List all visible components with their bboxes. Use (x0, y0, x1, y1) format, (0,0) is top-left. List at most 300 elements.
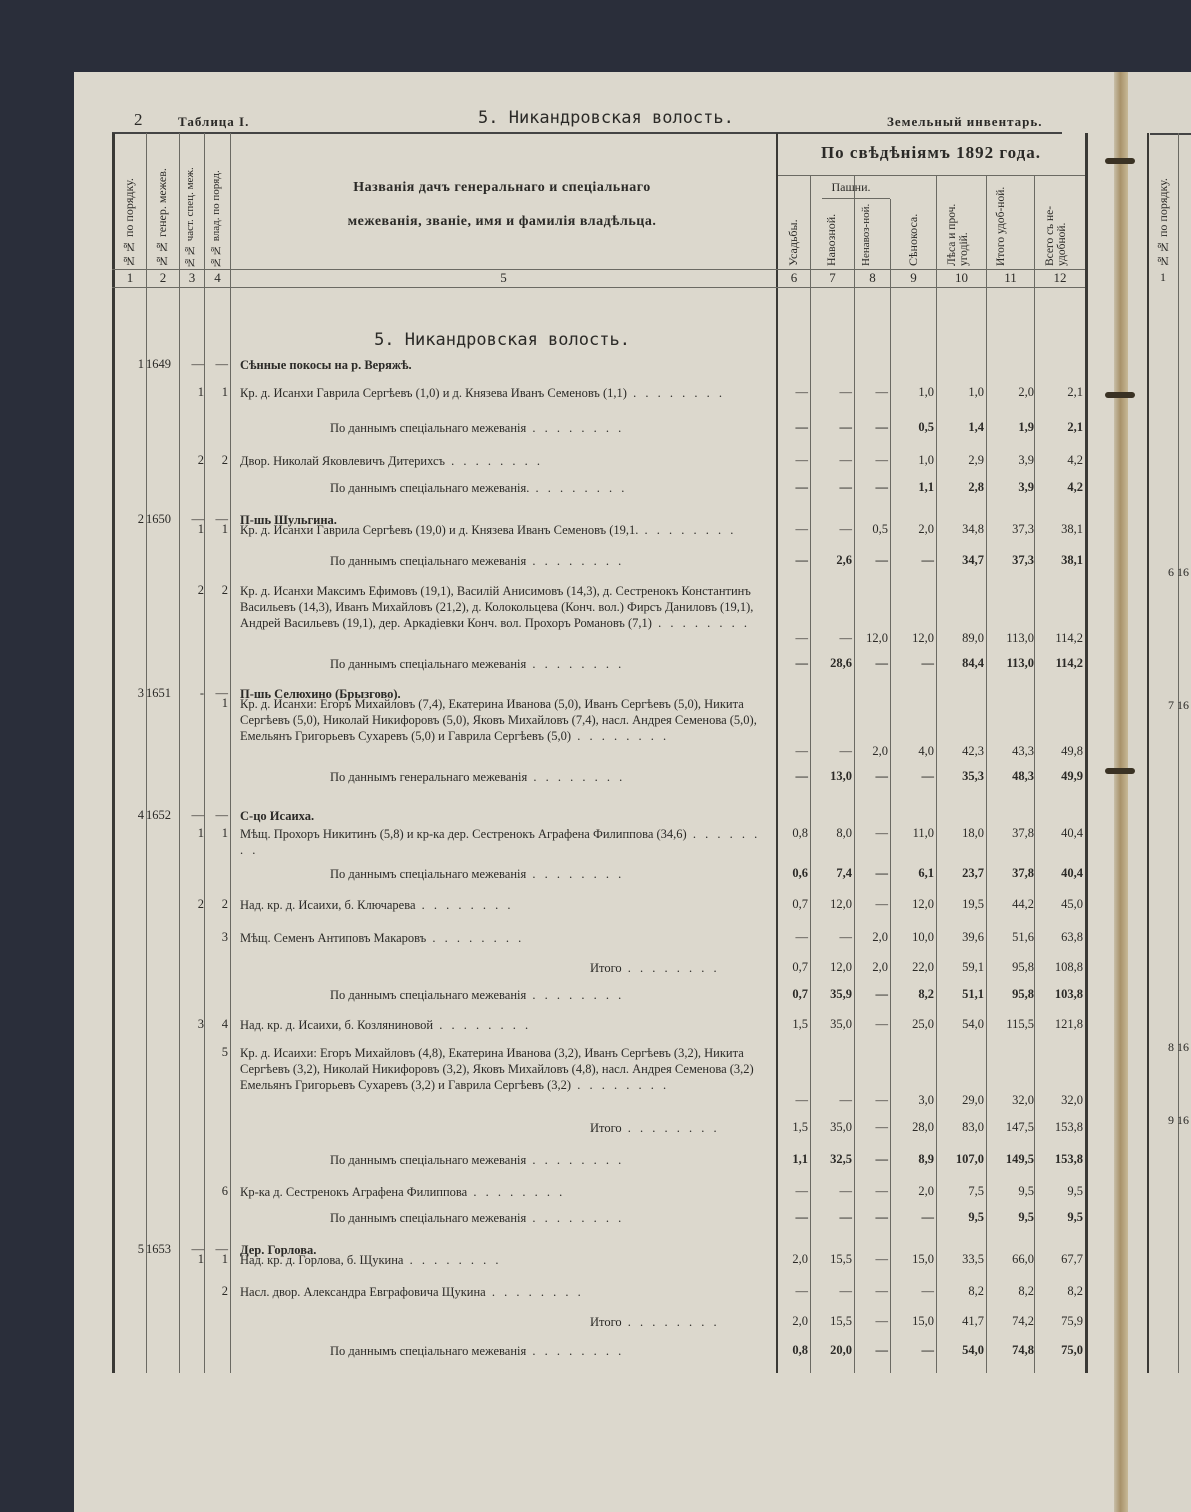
colnum-8: 8 (869, 270, 876, 285)
value-col-7: — (839, 480, 852, 494)
value-col-7: 12,0 (830, 897, 852, 911)
value-col-10: 107,0 (955, 1152, 984, 1166)
value-col-7: — (839, 385, 852, 399)
header-col-5-line1: Названія дачъ генеральнаго и спеціальнаго (353, 180, 651, 195)
value-col-6: 1,5 (792, 1017, 808, 1031)
next-page-divider (1178, 133, 1179, 1373)
value-col-10: 42,3 (962, 744, 984, 758)
description-text: По даннымъ спеціальнаго межеванія (330, 1211, 527, 1225)
value-col-10: 2,9 (968, 453, 984, 467)
top-rule (112, 132, 1062, 134)
dot-leader: . . . . . . . . (571, 1078, 670, 1092)
value-col-10: 39,6 (962, 930, 984, 944)
value-col-6: 0,7 (792, 897, 808, 911)
cell-description (240, 960, 770, 976)
cell-c2: 1650 (146, 512, 171, 526)
cell-c4: — (215, 686, 228, 700)
value-col-11: 37,3 (1012, 553, 1034, 567)
cell-c1: 1 (137, 357, 144, 371)
value-col-12: 114,2 (1055, 656, 1083, 670)
value-col-7: — (839, 1093, 852, 1107)
value-col-6: — (795, 1093, 808, 1107)
value-col-9: — (921, 1284, 934, 1298)
value-col-8: — (875, 1284, 888, 1298)
colnum-7: 7 (829, 270, 836, 285)
cell-description (240, 453, 770, 469)
value-col-11: 44,2 (1012, 897, 1034, 911)
value-col-8: — (875, 1252, 888, 1266)
value-col-8: — (875, 1093, 888, 1107)
value-col-6: — (795, 769, 808, 783)
value-col-8: — (875, 769, 888, 783)
col-divider (810, 175, 811, 1373)
dot-leader: . . . . . . . . (445, 454, 544, 468)
book-gutter (1114, 72, 1128, 1512)
cell-description (240, 1284, 770, 1300)
next-page-frame (1147, 133, 1149, 1373)
cell-c2: 1649 (146, 357, 171, 371)
value-col-7: — (839, 453, 852, 467)
header-col-3: №№ част. спец. меж. (184, 167, 196, 268)
cell-c2: 1652 (146, 808, 171, 822)
cell-c4: 4 (221, 1017, 228, 1031)
header-col-4: №№ влад. по поряд. (210, 170, 222, 268)
value-col-11: 74,8 (1012, 1343, 1034, 1357)
dot-leader: . . . . . . . . (526, 657, 625, 671)
cell-c4: 1 (221, 1252, 228, 1266)
value-col-12: 2,1 (1067, 420, 1083, 434)
value-col-10: 34,8 (962, 522, 984, 536)
value-col-6: — (795, 453, 808, 467)
col-divider (1034, 175, 1035, 1373)
cell-c3: 1 (197, 1252, 204, 1266)
cell-c1: 5 (137, 1242, 144, 1256)
cell-c3: 2 (197, 583, 204, 597)
binding-thread-mark (1105, 768, 1135, 774)
description-text: Над. кр. д. Горлова, б. Щукина (240, 1253, 404, 1267)
cell-c4: — (215, 512, 228, 526)
cell-description (240, 1343, 770, 1359)
value-col-11: 113,0 (1006, 656, 1034, 670)
cell-c3: 1 (197, 522, 204, 536)
dot-leader: . . . . . . . . (240, 827, 761, 857)
cell-description (240, 987, 770, 1003)
cell-c4: 5 (221, 1045, 228, 1059)
cell-c3: — (191, 512, 204, 526)
cell-c4: — (215, 808, 228, 822)
header-col-7: Навозной. (824, 213, 838, 266)
cell-c3: — (191, 357, 204, 371)
value-col-9: 15,0 (912, 1252, 934, 1266)
value-col-12: 4,2 (1067, 480, 1083, 494)
value-col-12: 75,0 (1061, 1343, 1083, 1357)
description-text: П-шь Селюхино (Брызгово). (240, 687, 401, 701)
value-col-10: 29,0 (962, 1093, 984, 1107)
value-col-9: — (921, 1210, 934, 1224)
colnum-10: 10 (955, 270, 968, 285)
value-col-11: 3,9 (1018, 453, 1034, 467)
cell-c1: 3 (137, 686, 144, 700)
description-text: Насл. двор. Александра Евграфовича Щукина (240, 1285, 486, 1299)
cell-c2: 1653 (146, 1242, 171, 1256)
value-col-7: 32,5 (830, 1152, 852, 1166)
next-page-rule (1150, 133, 1191, 135)
description-text: По даннымъ спеціальнаго межеванія. (330, 481, 530, 495)
value-col-9: 8,2 (918, 987, 934, 1001)
value-col-7: 35,0 (830, 1120, 852, 1134)
cell-description (240, 866, 770, 882)
cell-c3: 1 (197, 385, 204, 399)
description-text: Итого (590, 1315, 622, 1329)
value-col-8: — (875, 897, 888, 911)
description-text: По даннымъ спеціальнаго межеванія (330, 554, 527, 568)
cell-description (240, 583, 770, 631)
value-col-7: — (839, 1284, 852, 1298)
cell-c4: 6 (221, 1184, 228, 1198)
colnum-3: 3 (188, 270, 196, 285)
value-col-9: 3,0 (918, 1093, 934, 1107)
value-col-6: 0,8 (792, 1343, 808, 1357)
description-text: Кр. д. Исанхи Гаврила Сергѣевъ (1,0) и д. Князева Иванъ Семеновъ (1,1) (240, 386, 627, 400)
description-text: По даннымъ генеральнаго межеванія (330, 770, 528, 784)
value-col-7: 28,6 (830, 656, 852, 670)
cell-c1: 4 (137, 808, 144, 822)
value-col-8: — (875, 826, 888, 840)
value-col-10: 8,2 (968, 1284, 984, 1298)
section-title: 5. Никандровская волость. (374, 330, 630, 350)
value-col-9: 0,5 (918, 420, 934, 434)
cell-c2: 1651 (146, 686, 171, 700)
value-col-8: 2,0 (872, 744, 888, 758)
cell-description (240, 930, 770, 946)
cell-description (240, 808, 770, 824)
next-page-colnum: 1 (1160, 270, 1166, 284)
value-col-9: 2,0 (918, 1184, 934, 1198)
next-page-header: №№ по порядку. (1156, 178, 1170, 268)
cell-description (240, 357, 770, 373)
value-col-11: 37,3 (1012, 522, 1034, 536)
description-text: Над. кр. д. Исаихи, б. Козляниновой (240, 1018, 434, 1032)
value-col-11: 1,9 (1018, 420, 1034, 434)
value-col-11: 43,3 (1012, 744, 1034, 758)
colnum-12: 12 (1053, 270, 1067, 285)
cell-c3: 2 (197, 897, 204, 911)
description-text: Кр. д. Исаихи: Егоръ Михайловъ (4,8), Екатерина Иванова (3,2), Иванъ Сергѣевъ (3,2), Никита Сергѣевъ (3,2), Николай Никифоровъ (3,2), Яковъ Михайловъ (4,8), насл. Андрея Семенова (3,2) Емельянъ Григорьевъ Сухаревъ (3,2) и Гаврила Сергѣевъ (3,2) (240, 1046, 754, 1092)
value-col-9: 4,0 (918, 744, 934, 758)
description-text: По даннымъ спеціальнаго межеванія (330, 1153, 527, 1167)
value-col-6: 0,8 (792, 826, 808, 840)
value-col-8: — (875, 1017, 888, 1031)
cell-c3: 1 (197, 826, 204, 840)
next-page-row: 9 16 (1168, 1113, 1189, 1127)
value-col-10: 34,7 (962, 553, 984, 567)
value-col-8: 12,0 (866, 631, 888, 645)
header-col-9: Сѣнокоса. (906, 213, 920, 266)
dot-leader: . . . . . . . . (571, 729, 670, 743)
cell-c3: 2 (197, 453, 204, 467)
value-col-11: 3,9 (1018, 480, 1034, 494)
value-col-6: — (795, 744, 808, 758)
cell-description (240, 480, 770, 496)
value-col-6: 2,0 (792, 1314, 808, 1328)
col-divider (986, 175, 987, 1373)
value-col-11: 113,0 (1006, 631, 1034, 645)
cell-c1: 2 (137, 512, 144, 526)
value-col-11: 74,2 (1012, 1314, 1034, 1328)
dot-leader: . . . . . . . . (621, 961, 720, 975)
dot-leader: . . . . . . . . (526, 988, 625, 1002)
description-text: Кр. д. Исанхи Гаврила Сергѣевъ (19,0) и д. Князева Иванъ Семеновъ (19,1. (240, 523, 639, 537)
value-col-10: 35,3 (962, 769, 984, 783)
header-pashni-group: Пашни. (831, 180, 871, 194)
cell-c4: 1 (221, 826, 228, 840)
value-col-7: 20,0 (830, 1343, 852, 1357)
colnum-2: 2 (159, 270, 167, 285)
table-frame-left (112, 133, 115, 1373)
value-col-12: 8,2 (1067, 1284, 1083, 1298)
value-col-12: 45,0 (1061, 897, 1083, 911)
dot-leader: . . . . . . . . (526, 554, 625, 568)
value-col-6: — (795, 631, 808, 645)
value-col-10: 19,5 (962, 897, 984, 911)
value-col-12: 67,7 (1061, 1252, 1083, 1266)
cell-description (240, 769, 770, 785)
value-col-8: 2,0 (872, 960, 888, 974)
value-col-6: — (795, 1184, 808, 1198)
value-col-6: — (795, 480, 808, 494)
value-col-12: 153,8 (1054, 1152, 1083, 1166)
value-col-6: 0,7 (792, 987, 808, 1001)
value-col-6: — (795, 1210, 808, 1224)
cell-c4: 3 (221, 930, 228, 944)
value-col-8: 2,0 (872, 930, 888, 944)
value-col-11: 147,5 (1005, 1120, 1034, 1134)
value-col-6: 1,5 (792, 1120, 808, 1134)
dot-leader: . . . . . . . . (526, 1211, 625, 1225)
description-text: Мѣщ. Прохоръ Никитинъ (5,8) и кр-ка дер. Сестренокъ Аграфена Филиппова (34,6) (240, 827, 687, 841)
cell-c3: 3 (197, 1017, 204, 1031)
dot-leader: . . . . . . . . (526, 1344, 625, 1358)
dot-leader: . . . . . . . . (467, 1185, 566, 1199)
value-col-9: 1,1 (918, 480, 934, 494)
description-text: По даннымъ спеціальнаго межеванія (330, 1344, 527, 1358)
value-col-9: 25,0 (912, 1017, 934, 1031)
value-col-8: 0,5 (872, 522, 888, 536)
value-col-8: — (875, 1184, 888, 1198)
cell-description (240, 1252, 770, 1268)
description-text: По даннымъ спеціальнаго межеванія (330, 657, 527, 671)
value-col-11: 9,5 (1018, 1210, 1034, 1224)
value-col-9: — (921, 1343, 934, 1357)
header-col-8: Ненавоз-ной. (860, 203, 872, 266)
cell-c4: 2 (221, 453, 228, 467)
colnum-9: 9 (910, 270, 917, 285)
value-col-6: — (795, 1284, 808, 1298)
value-col-7: — (839, 1184, 852, 1198)
value-col-7: 35,9 (830, 987, 852, 1001)
description-text: Кр. д. Исанхи: Егоръ Михайловъ (7,4), Екатерина Иванова (5,0), Иванъ Сергѣевъ (5,0), Никита Сергѣевъ (5,0), Николай Никифоровъ (5,0), Яковъ Михайловъ (7,4), насл. Андрея Семенова (5,0), Емельянъ Григорьевъ Сухаревъ (5,0) и Гаврила Сергѣевъ (5,0) (240, 697, 757, 743)
description-text: С-цо Исаиха. (240, 809, 315, 823)
dot-leader: . . . . . . . . (621, 1121, 720, 1135)
cell-description (240, 1045, 770, 1093)
description-text: По даннымъ спеціальнаго межеванія (330, 867, 527, 881)
cell-c4: — (215, 357, 228, 371)
value-col-7: 13,0 (830, 769, 852, 783)
cell-description (240, 656, 770, 672)
value-col-9: 10,0 (912, 930, 934, 944)
value-col-10: 23,7 (962, 866, 984, 880)
value-col-7: — (839, 420, 852, 434)
value-col-10: 84,4 (962, 656, 984, 670)
cell-c4: 2 (221, 1284, 228, 1298)
header-col-12: Всего съ не-удобной. (1044, 205, 1068, 266)
value-col-9: 6,1 (918, 866, 934, 880)
value-col-6: 0,7 (792, 960, 808, 974)
cell-c4: 2 (221, 897, 228, 911)
description-text: Дер. Горлова. (240, 1243, 317, 1257)
value-col-10: 1,4 (968, 420, 984, 434)
value-col-12: 38,1 (1061, 522, 1083, 536)
value-col-11: 2,0 (1018, 385, 1034, 399)
value-col-10: 51,1 (962, 987, 984, 1001)
value-col-6: 0,6 (792, 866, 808, 880)
value-col-11: 48,3 (1012, 769, 1034, 783)
dot-leader: . . . . . . . . (526, 1153, 625, 1167)
table-label: Таблица I. (178, 114, 250, 129)
value-col-9: 12,0 (912, 631, 934, 645)
col-divider (936, 175, 937, 1373)
value-col-12: 114,2 (1055, 631, 1083, 645)
value-col-12: 153,8 (1054, 1120, 1083, 1134)
binding-thread-mark (1105, 392, 1135, 398)
cell-description (240, 696, 770, 744)
value-col-9: 12,0 (912, 897, 934, 911)
value-col-12: 9,5 (1067, 1184, 1083, 1198)
colnum-6: 6 (790, 270, 798, 285)
dot-leader: . . . . . . . . (527, 770, 626, 784)
value-col-8: — (875, 987, 888, 1001)
value-col-10: 89,0 (962, 631, 984, 645)
cell-description (240, 1184, 770, 1200)
value-col-8: — (875, 656, 888, 670)
col-divider (854, 175, 855, 1373)
value-col-9: — (921, 553, 934, 567)
value-col-6: — (795, 656, 808, 670)
value-col-9: 22,0 (912, 960, 934, 974)
value-col-9: 2,0 (918, 522, 934, 536)
value-col-8: — (875, 553, 888, 567)
value-col-7: 15,5 (830, 1314, 852, 1328)
cell-c3: — (191, 808, 204, 822)
next-page-row: 7 16 (1168, 698, 1189, 712)
description-text: Итого (590, 961, 622, 975)
running-head-right: Земельный инвентарь. (887, 114, 1043, 129)
description-text: П-шь Шульгина. (240, 513, 337, 527)
col-divider (146, 133, 147, 1373)
value-col-11: 37,8 (1012, 826, 1034, 840)
value-col-8: — (875, 1152, 888, 1166)
cell-c4: 1 (221, 696, 228, 710)
adjacent-page (1128, 72, 1191, 1512)
cell-description (240, 1120, 770, 1136)
value-col-6: — (795, 420, 808, 434)
value-col-6: — (795, 522, 808, 536)
dot-leader: . . . . . . . . (638, 523, 737, 537)
dot-leader: . . . . . . . . (403, 1253, 502, 1267)
value-col-8: — (875, 1210, 888, 1224)
cell-c3: - (199, 686, 204, 700)
value-col-9: — (921, 656, 934, 670)
value-col-7: — (839, 930, 852, 944)
value-col-12: 2,1 (1067, 385, 1083, 399)
value-col-10: 83,0 (962, 1120, 984, 1134)
value-col-7: 2,6 (836, 553, 852, 567)
next-page-row: 8 16 (1168, 1040, 1189, 1054)
value-col-12: 38,1 (1061, 553, 1083, 567)
dot-leader: . . . . . . . . (526, 867, 625, 881)
value-col-12: 108,8 (1054, 960, 1083, 974)
value-col-10: 41,7 (962, 1314, 984, 1328)
value-col-7: — (839, 1210, 852, 1224)
value-col-11: 66,0 (1012, 1252, 1034, 1266)
value-col-8: — (875, 866, 888, 880)
value-col-7: — (839, 631, 852, 645)
cell-description (240, 420, 770, 436)
value-col-7: 15,5 (830, 1252, 852, 1266)
cell-description (240, 897, 770, 913)
cell-description (240, 826, 770, 858)
description-text: Кр. д. Исанхи Максимъ Ефимовъ (19,1), Василій Анисимовъ (14,3), д. Сестренокъ Константинъ Васильевъ (14,3), Иванъ Михайловъ (21,2), д. Колокольцева (Конч. вол.) Фирсъ Даниловъ (19,1), Андрей Васильевъ (19,1), дер. Аркадіевки Конч. вол. Прохоръ Романовъ (7,1) (240, 584, 754, 630)
colnum-5: 5 (500, 270, 507, 285)
value-col-6: 1,1 (792, 1152, 808, 1166)
value-col-6: 2,0 (792, 1252, 808, 1266)
value-col-10: 33,5 (962, 1252, 984, 1266)
value-col-9: 15,0 (912, 1314, 934, 1328)
description-text: Мѣщ. Семенъ Антиповъ Макаровъ (240, 931, 427, 945)
value-col-10: 1,0 (968, 385, 984, 399)
description-text: Над. кр. д. Исаихи, б. Ключарева (240, 898, 416, 912)
value-col-12: 121,8 (1054, 1017, 1083, 1031)
dot-leader: . . . . . . . . (485, 1285, 584, 1299)
value-col-10: 9,5 (968, 1210, 984, 1224)
header-col-11: Итого удоб-ной. (995, 186, 1007, 266)
cell-description (240, 1152, 770, 1168)
value-col-12: 40,4 (1061, 826, 1083, 840)
colnum-1: 1 (126, 270, 134, 285)
value-col-11: 149,5 (1005, 1152, 1034, 1166)
value-col-9: 1,0 (918, 385, 934, 399)
page-title: 5. Никандровская волость. (478, 108, 734, 128)
cell-c3: — (191, 1242, 204, 1256)
value-col-11: 9,5 (1018, 1184, 1034, 1198)
value-col-8: — (875, 1120, 888, 1134)
header-col-10: Лѣса и проч. угодій. (946, 203, 970, 266)
dot-leader: . . . . . . . . (651, 616, 750, 630)
value-col-7: 12,0 (830, 960, 852, 974)
value-col-11: 115,5 (1006, 1017, 1034, 1031)
next-page-row: 6 16 (1168, 565, 1189, 579)
description-text: Кр-ка д. Сестренокъ Аграфена Филиппова (240, 1185, 468, 1199)
value-col-8: — (875, 420, 888, 434)
value-col-7: — (839, 744, 852, 758)
cell-description (240, 522, 770, 538)
dot-leader: . . . . . . . . (426, 931, 525, 945)
value-col-9: — (921, 769, 934, 783)
value-col-11: 95,8 (1012, 960, 1034, 974)
colnum-4: 4 (214, 270, 221, 285)
page-number: 2 (134, 110, 143, 129)
dot-leader: . . . . . . . . (621, 1315, 720, 1329)
